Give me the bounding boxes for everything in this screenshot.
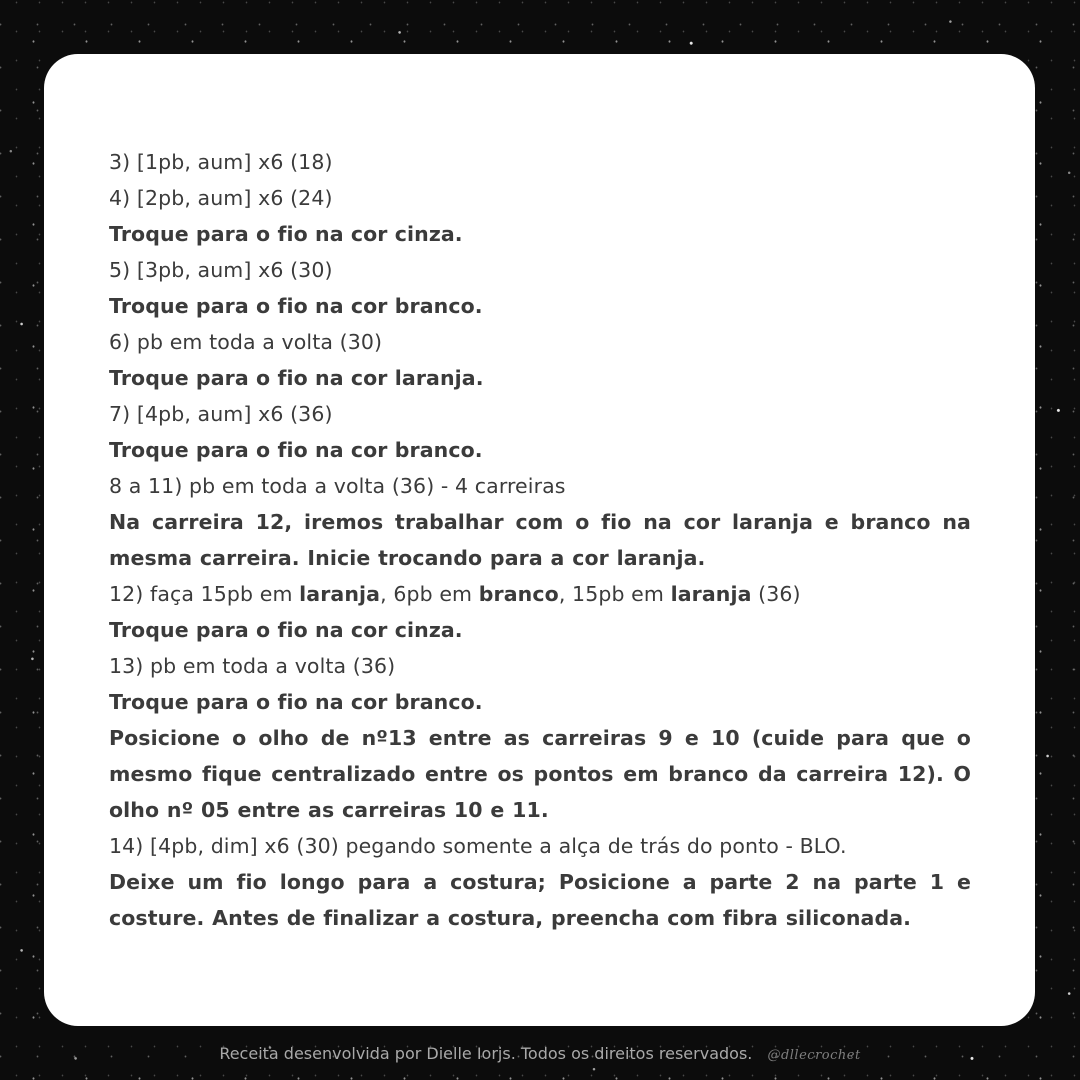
row-12-text: 12) faça 15pb em [109,582,300,606]
row-12-text: , 6pb em [380,582,479,606]
color-change-instruction: Troque para o fio na cor branco. [109,438,483,462]
copyright-text: Receita desenvolvida por Dielle Iorjs. Todos os direitos reservados. [219,1044,753,1063]
recipe-card [44,54,1035,1026]
row-7: 7) [4pb, aum] x6 (36) [109,402,333,426]
finishing-note: Deixe um fio longo para a costura; Posicione a parte 2 na parte 1 e costure. Antes de finalizar a costura, preencha com fibra siliconada. [109,870,971,930]
row-12-color: branco [478,582,559,606]
row-5: 5) [3pb, aum] x6 (30) [109,258,333,282]
color-change-instruction: Troque para o fio na cor branco. [109,690,483,714]
color-change-instruction: Troque para o fio na cor branco. [109,294,483,318]
row-12-color: laranja [670,582,752,606]
row-12-text: , 15pb em [558,582,671,606]
row-14: 14) [4pb, dim] x6 (30) pegando somente a alça de trás do ponto - BLO. [109,834,847,858]
row-6: 6) pb em toda a volta (30) [109,330,383,354]
color-change-instruction: Troque para o fio na cor cinza. [109,222,463,246]
recipe-text [109,144,971,936]
signature-logo: @dllecrochet [767,1048,861,1063]
footer [0,1040,1080,1068]
row-12 [109,576,971,612]
row-12-note: Na carreira 12, iremos trabalhar com o fio na cor laranja e branco na mesma carreira. Inicie trocando para a cor laranja. [109,510,971,570]
row-13: 13) pb em toda a volta (36) [109,654,396,678]
row-12-color: laranja [299,582,381,606]
eye-placement-note: Posicione o olho de nº13 entre as carreiras 9 e 10 (cuide para que o mesmo fique centralizado entre os pontos em branco da carreira 12). O olho nº 05 entre as carreiras 10 e 11. [109,726,971,822]
rows-8-11: 8 a 11) pb em toda a volta (36) - 4 carreiras [109,474,566,498]
color-change-instruction: Troque para o fio na cor cinza. [109,618,463,642]
row-12-text: (36) [751,582,801,606]
row-3: 3) [1pb, aum] x6 (18) [109,150,333,174]
color-change-instruction: Troque para o fio na cor laranja. [109,366,484,390]
row-4: 4) [2pb, aum] x6 (24) [109,186,333,210]
